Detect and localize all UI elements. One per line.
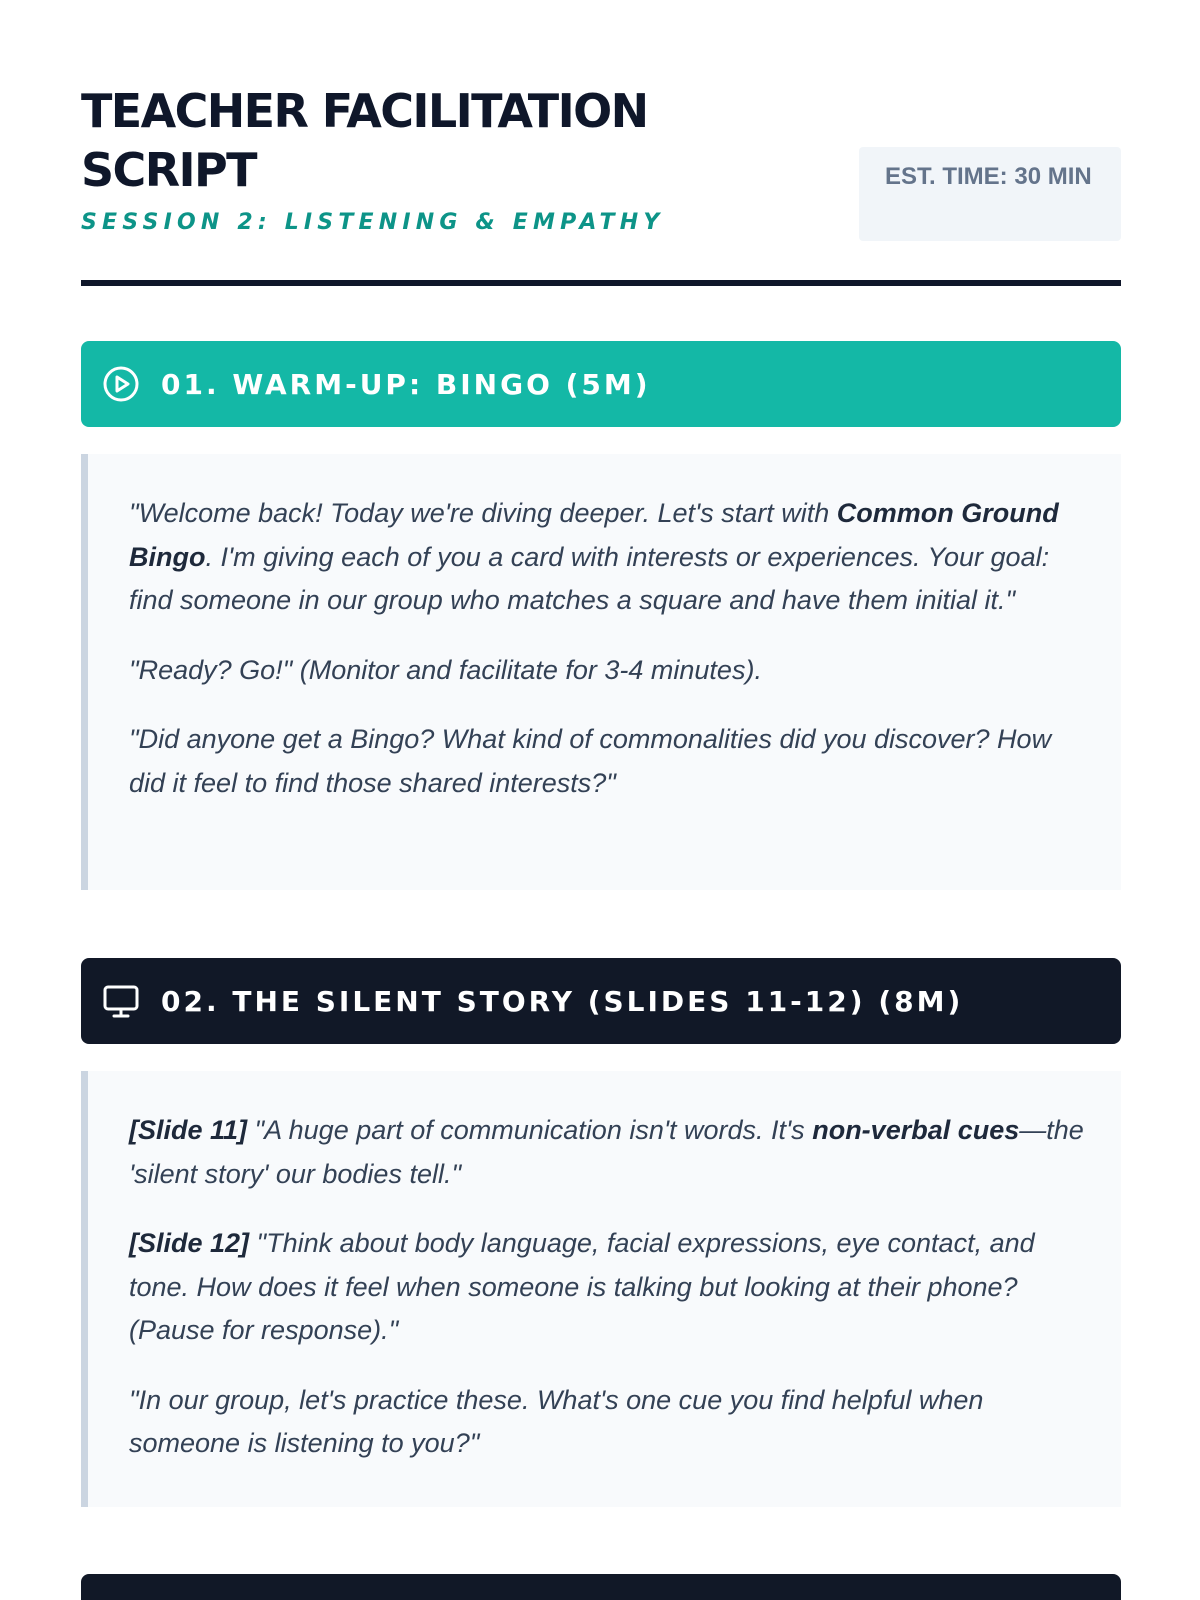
script-emphasis: non-verbal cues [812, 1115, 1020, 1145]
est-time-badge: EST. TIME: 30 MIN [859, 147, 1121, 241]
script-box-warm-up [81, 454, 1121, 890]
script-text: "Think about body language, facial expressions, eye contact, and tone. How does it feel when someone is talking but looking at their phone? (Pause for response)." [129, 1228, 1035, 1345]
header-divider [81, 280, 1121, 286]
slide-tag: [Slide 12] [129, 1228, 250, 1258]
slide-tag: [Slide 11] [129, 1115, 248, 1145]
script-paragraph: "Did anyone get a Bingo? What kind of commonalities did you discover? How did it feel to find those shared interests?" [129, 724, 1052, 798]
section-header-next [81, 1574, 1121, 1600]
script-emphasis: Common Ground Bingo [129, 498, 1059, 572]
section-title-warm-up: 01. WARM-UP: BINGO (5M) [161, 367, 651, 401]
script-text: "A huge part of communication isn't words. It's [247, 1115, 813, 1145]
session-subtitle: SESSION 2: LISTENING & EMPATHY [81, 210, 665, 235]
play-circle-icon [101, 364, 141, 404]
section-header-warm-up [81, 341, 1121, 427]
script-paragraph [129, 1222, 1087, 1353]
section-header-silent-story [81, 958, 1121, 1044]
script-paragraph [129, 1109, 1087, 1196]
script-paragraph [129, 492, 1087, 623]
script-paragraph: "In our group, let's practice these. What's one cue you find helpful when someone is listening to you?" [129, 1384, 984, 1458]
script-text: —the 'silent story' our bodies tell." [129, 1115, 1084, 1189]
script-box-silent-story [81, 1071, 1121, 1507]
script-text: "Welcome back! Today we're diving deeper. Let's start with [129, 498, 837, 528]
facilitation-script-page [81, 0, 1121, 1458]
script-paragraph: "Ready? Go!" (Monitor and facilitate for 3-4 minutes). [129, 654, 762, 685]
script-header [81, 0, 1121, 288]
page-title: TEACHER FACILITATION SCRIPT [81, 84, 648, 197]
script-text: . I'm giving each of you a card with interests or experiences. Your goal: find someone in our group who matches a square and have them initial it." [129, 541, 1050, 615]
monitor-icon [101, 981, 141, 1021]
section-title-silent-story: 02. THE SILENT STORY (SLIDES 11-12) (8M) [161, 984, 964, 1018]
